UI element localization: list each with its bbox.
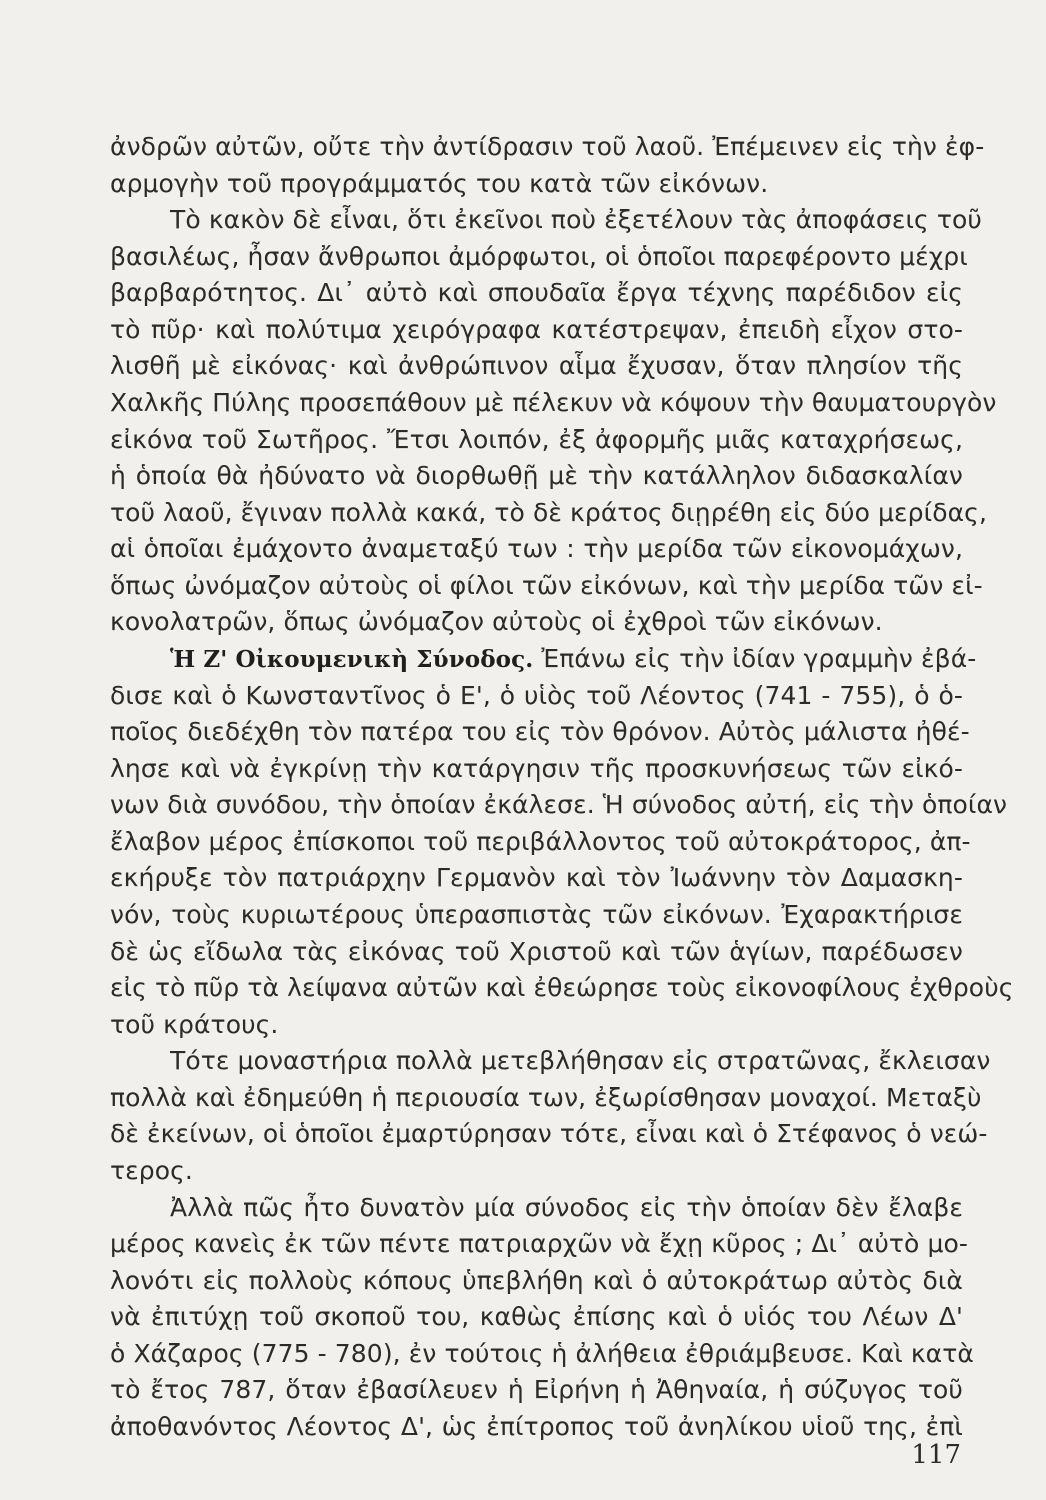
text-line: ποῖος διεδέχθη τὸν πατέρα του εἰς τὸν θρόνον. Αὐτὸς μάλιστα ἠθέ- bbox=[110, 717, 970, 746]
text-line: τὸ πῦρ· καὶ πολύτιμα χειρόγραφα κατέστρεψαν, ἐπειδὴ εἶχον στο- bbox=[110, 315, 963, 344]
text-line: βασιλέως, ἦσαν ἄνθρωποι ἀμόρφωτοι, οἱ ὁποῖοι παρεφέροντο μέχρι bbox=[110, 242, 968, 271]
text-line: ἀνδρῶν αὐτῶν, οὔτε τὴν ἀντίδρασιν τοῦ λαοῦ. Ἐπέμεινεν εἰς τὴν ἐφ- bbox=[110, 132, 985, 161]
section-text: Ἐπάνω εἰς τὴν ἰδίαν γραμμὴν ἐβά- bbox=[533, 644, 977, 673]
text-line: δὲ ὡς εἴδωλα τὰς εἰκόνας τοῦ Χριστοῦ καὶ τῶν ἁγίων, παρέδωσεν bbox=[110, 937, 963, 966]
text-line: ἀποθανόντος Λέοντος Δ', ὡς ἐπίτροπος τοῦ ἀνηλίκου υἱοῦ της, ἐπὶ bbox=[110, 1412, 963, 1441]
text-line: κονολατρῶν, ὅπως ὠνόμαζον αὐτοὺς οἱ ἐχθροὶ τῶν εἰκόνων. bbox=[110, 607, 883, 636]
text-line: νὰ ἐπιτύχῃ τοῦ σκοποῦ του, καθὼς ἐπίσης καὶ ὁ υἱός του Λέων Δ' bbox=[110, 1302, 963, 1331]
text-line: τοῦ κράτους. bbox=[110, 1010, 279, 1039]
text-line: λησε καὶ νὰ ἐγκρίνῃ τὴν κατάργησιν τῆς προσκυνήσεως τῶν εἰκό- bbox=[110, 754, 963, 783]
text-line: Τότε μοναστήρια πολλὰ μετεβλήθησαν εἰς στρατῶνας, ἔκλεισαν bbox=[170, 1046, 991, 1075]
text-line: νων διὰ συνόδου, τὴν ὁποίαν ἐκάλεσε. Ἡ σύνοδος αὐτή, εἰς τὴν ὁποίαν bbox=[110, 790, 1008, 819]
text-line: ὅπως ὠνόμαζον αὐτοὺς οἱ φίλοι τῶν εἰκόνων, καὶ τὴν μερίδα τῶν εἰ- bbox=[110, 571, 983, 600]
text-line: Χαλκῆς Πύλης προσεπάθουν μὲ πέλεκυν νὰ κόψουν τὴν θαυματουργὸν bbox=[110, 388, 997, 417]
text-line: λισθῆ μὲ εἰκόνας· καὶ ἀνθρώπινον αἷμα ἔχυσαν, ὅταν πλησίον τῆς bbox=[110, 351, 963, 380]
text-line: λονότι εἰς πολλοὺς κόπους ὑπεβλήθη καὶ ὁ αὐτοκράτωρ αὐτὸς διὰ bbox=[110, 1266, 963, 1295]
text-line: Ἀλλὰ πῶς ἦτο δυνατὸν μία σύνοδος εἰς τὴν ὁποίαν δὲν ἔλαβε bbox=[170, 1193, 963, 1222]
text-line: εἰς τὸ πῦρ τὰ λείψανα αὐτῶν καὶ ἐθεώρησε τοὺς εἰκονοφίλους ἐχθροὺς bbox=[110, 973, 1014, 1002]
text-line: εκήρυξε τὸν πατριάρχην Γερμανὸν καὶ τὸν Ἰωάννην τὸν Δαμασκη- bbox=[110, 863, 963, 892]
text-line: Τὸ κακὸν δὲ εἶναι, ὅτι ἐκεῖνοι ποὺ ἐξετέλουν τὰς ἀποφάσεις τοῦ bbox=[170, 205, 982, 234]
text-line: αἱ ὁποῖαι ἐμάχοντο ἀναμεταξύ των : τὴν μερίδα τῶν εἰκονομάχων, bbox=[110, 534, 963, 563]
text-line: πολλὰ καὶ ἐδημεύθη ἡ περιουσία των, ἐξωρίσθησαν μοναχοί. Μεταξὺ bbox=[110, 1083, 982, 1112]
text-line: μέρος κανεὶς ἐκ τῶν πέντε πατριαρχῶν νὰ ἔχῃ κῦρος ; Δι᾽ αὐτὸ μο- bbox=[110, 1229, 969, 1258]
text-line: δὲ ἐκείνων, οἱ ὁποῖοι ἐμαρτύρησαν τότε, εἶναι καὶ ὁ Στέφανος ὁ νεώ- bbox=[110, 1119, 988, 1148]
text-line: εἰκόνα τοῦ Σωτῆρος. Ἔτσι λοιπόν, ἐξ ἀφορμῆς μιᾶς καταχρήσεως, bbox=[110, 425, 963, 454]
text-line: ἔλαβον μέρος ἐπίσκοποι τοῦ περιβάλλοντος τοῦ αὐτοκράτορος, ἀπ- bbox=[110, 827, 971, 856]
text-line: ὁ Χάζαρος (775 - 780), ἐν τούτοις ἡ ἀλήθεια ἐθριάμβευσε. Καὶ κατὰ bbox=[110, 1339, 974, 1368]
text-line: βαρβαρότητος. Δι᾽ αὐτὸ καὶ σπουδαῖα ἔργα τέχνης παρέδιδον εἰς bbox=[110, 278, 963, 307]
text-line: τερος. bbox=[110, 1156, 193, 1185]
section-heading: Ἡ Ζ' Οἰκουμενικὴ Σύνοδος. bbox=[170, 646, 534, 673]
text-line: τὸ ἔτος 787, ὅταν ἐβασίλευεν ἡ Εἰρήνη ἡ Ἀθηναία, ἡ σύζυγος τοῦ bbox=[110, 1375, 963, 1404]
page-number: 117 bbox=[911, 1440, 961, 1470]
text-line: ἡ ὁποία θὰ ἠδύνατο νὰ διορθωθῇ μὲ τὴν κατάλληλον διδασκαλίαν bbox=[110, 461, 963, 490]
text-line: τοῦ λαοῦ, ἔγιναν πολλὰ κακά, τὸ δὲ κράτος διῃρέθη εἰς δύο μερίδας, bbox=[110, 498, 987, 527]
text-line: αρμογὴν τοῦ προγράμματός του κατὰ τῶν εἰκόνων. bbox=[110, 169, 769, 198]
text-line: νόν, τοὺς κυριωτέρους ὑπερασπιστὰς τῶν εἰκόνων. Ἐχαρακτήρισε bbox=[110, 900, 963, 929]
text-line: δισε καὶ ὁ Κωνσταντῖνος ὁ Ε', ὁ υἱὸς τοῦ Λέοντος (741 - 755), ὁ ὁ- bbox=[110, 681, 963, 710]
